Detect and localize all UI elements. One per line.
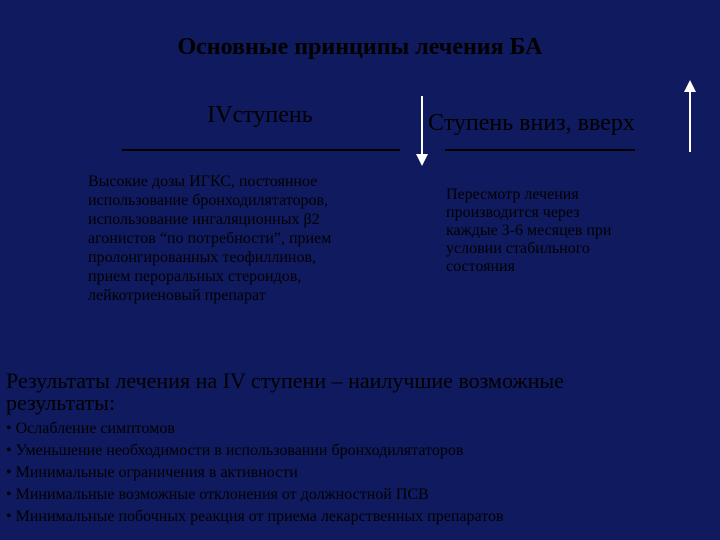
results-heading-line: результаты:: [6, 390, 116, 415]
left-body-line: использование ингаляционных β2: [88, 211, 320, 228]
left-body: [88, 172, 408, 305]
results-heading-line: Результаты лечения на IV ступени – наилучшие возможные: [6, 368, 564, 393]
right-body-line: условии стабильного: [446, 240, 590, 257]
left-divider: [122, 149, 400, 151]
left-body-line: использование бронходилятаторов,: [88, 192, 329, 209]
left-body-line: лейкотриеновый препарат: [88, 287, 266, 304]
list-item: • Уменьшение необходимости в использовании бронходилятаторов: [6, 442, 464, 459]
list-item: • Минимальные побочных реакция от приема лекарственных препаратов: [6, 508, 504, 525]
right-body-line: Пересмотр лечения: [446, 186, 579, 203]
left-body-line: пролонгированных теофиллинов,: [88, 249, 317, 266]
results-list: [6, 418, 716, 528]
right-body-line: каждые 3-6 месяцев при: [446, 222, 612, 239]
right-heading: Ступень вниз, вверх: [428, 110, 635, 136]
list-item: • Минимальные ограничения в активности: [6, 464, 298, 481]
left-body-line: агонистов “по потребности”, прием: [88, 230, 332, 247]
results-heading: [6, 370, 706, 414]
left-heading: IVступень: [207, 102, 313, 128]
right-body-line: состояния: [446, 258, 515, 275]
list-item: • Ослабление симптомов: [6, 420, 175, 437]
left-body-line: прием пероральных стероидов,: [88, 268, 302, 285]
list-item: • Минимальные возможные отклонения от должностной ПСВ: [6, 486, 429, 503]
right-body: [446, 186, 676, 276]
right-body-line: производится через: [446, 204, 580, 221]
arrow-up-icon: [682, 80, 698, 154]
slide-title: Основные принципы лечения БА: [177, 34, 543, 60]
left-body-line: Высокие дозы ИГКС, постоянное: [88, 173, 318, 190]
right-divider: [445, 149, 635, 151]
